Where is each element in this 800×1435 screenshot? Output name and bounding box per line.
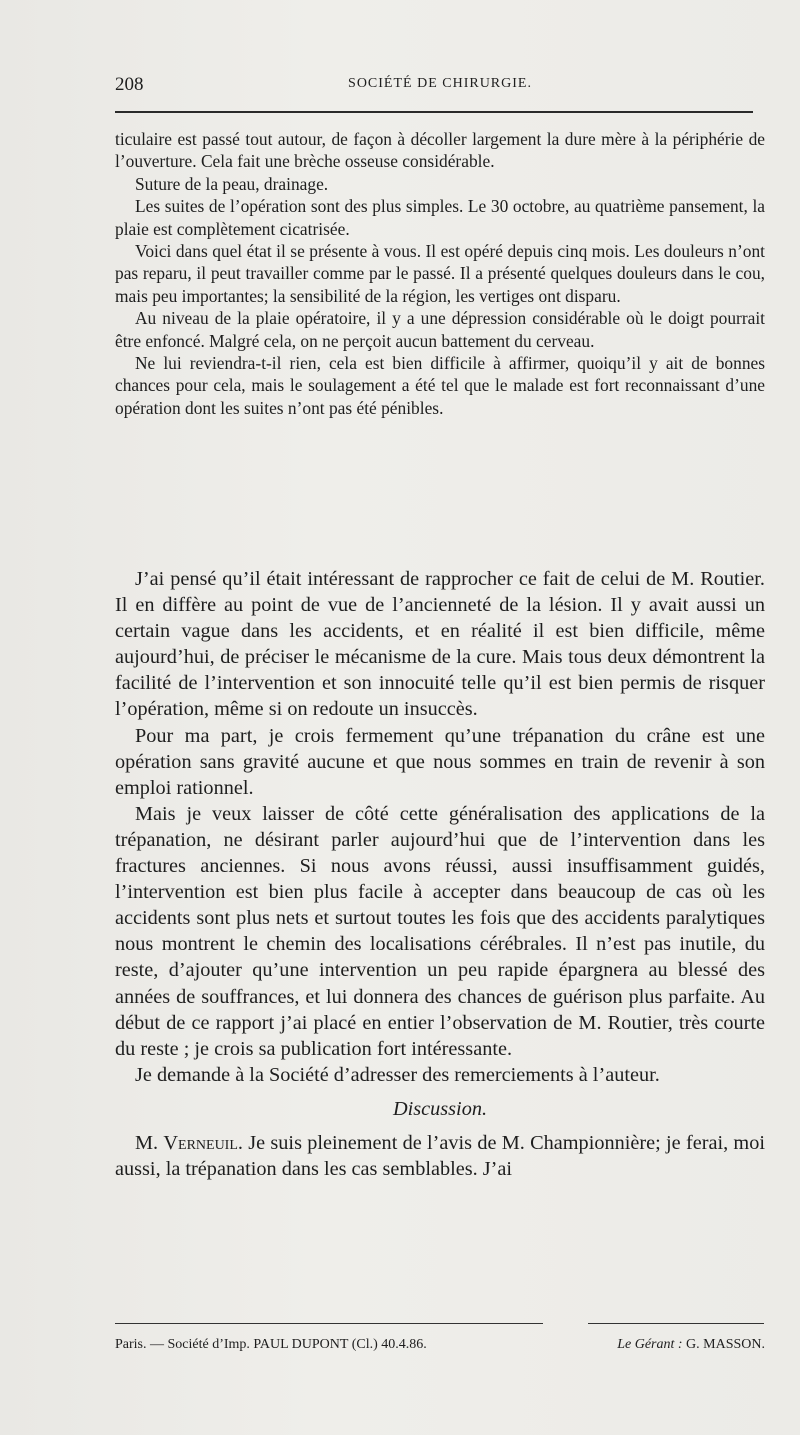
speaker-prefix: M. (135, 1131, 164, 1154)
paragraph: Au niveau de la plaie opératoire, il y a une dépression considérable où le doigt pourrait être enfoncé. Malgré cela, on ne perçoit aucun battement du cerveau. (115, 308, 765, 351)
page-header (115, 74, 765, 100)
footer-rule-right (588, 1323, 764, 1324)
paragraph: Les suites de l’opération sont des plus simples. Le 30 octobre, au quatrième pansement, la plaie est complètement cicatrisée. (115, 196, 765, 239)
footer-rule-left (115, 1323, 543, 1324)
page-footer (115, 1337, 765, 1357)
gerant-label: Le Gérant : (617, 1337, 683, 1352)
paragraph: Je demande à la Société d’adresser des remerciements à l’auteur. (135, 1063, 660, 1086)
paragraph: J’ai pensé qu’il était intéressant de rapprocher ce fait de celui de M. Routier. Il en diffère au point de vue de l’ancienneté de la lésion. Il y avait aussi un certain vague dans les accidents, et en réalité il est bien difficile, même aujourd’hui, de préciser le mécanisme de la cure. Mais tous deux démontrent la facilité de l’intervention et son innocuité telle qu’il est bien permis de risquer l’opération, même si on redoute un insuccès. (115, 568, 765, 721)
report-text (115, 566, 765, 1182)
printer-imprint: Paris. — Société d’Imp. PAUL DUPONT (Cl.) 40.4.86. (115, 1337, 427, 1352)
page-number: 208 (115, 74, 144, 95)
discussion-text: . Je suis pleinement de l’avis de M. Championnière; je ferai, moi aussi, la trépanation dans les cas semblables. J’ai (115, 1131, 765, 1181)
running-title: SOCIÉTÉ DE CHIRURGIE. (348, 76, 532, 91)
header-rule (115, 111, 753, 113)
gerant-credit (617, 1337, 765, 1353)
paragraph: Suture de la peau, drainage. (135, 173, 329, 194)
paragraph: Pour ma part, je crois fermement qu’une trépanation du crâne est une opération sans gravité aucune et que nous sommes en train de revenir à son emploi rationnel. (115, 724, 765, 799)
speaker-name: Verneuil (163, 1131, 238, 1154)
discussion-heading: Discussion. (392, 1097, 488, 1120)
paragraph: Mais je veux laisser de côté cette généralisation des applications de la trépanation, ne désirant parler aujourd’hui que de l’intervention dans les fractures anciennes. Si nous avons réussi, aussi insuffisamment guidés, l’intervention est bien plus facile à accepter dans beaucoup de cas où les accidents sont plus nets et surtout toutes les fois que des accidents paralytiques nous montrent le chemin des localisations cérébrales. Il n’est pas inutile, du reste, d’ajouter qu’une intervention un peu rapide épargnera au blessé des années de souffrances, et lui donnera des chances de guérison plus parfaite. Au début de ce rapport j’ai placé en entier l’observation de M. Routier, très courte du reste ; je crois sa publication fort intéressante. (115, 802, 765, 1060)
observation-text (115, 128, 765, 419)
gerant-name: G. MASSON. (682, 1337, 765, 1352)
paragraph: Ne lui reviendra-t-il rien, cela est bien difficile à affirmer, quoiqu’il y ait de bonnes chances pour cela, mais le soulagement a été tel que le malade est fort reconnaissant d’une opération dont les suites n’ont pas été pénibles. (115, 353, 765, 418)
paragraph: Voici dans quel état il se présente à vous. Il est opéré depuis cinq mois. Les douleurs n’ont pas reparu, il peut travailler comme par le passé. Il a présenté quelques douleurs dans le cou, mais peu importantes; la sensibilité de la région, les vertiges ont disparu. (115, 241, 765, 306)
paragraph: ticulaire est passé tout autour, de façon à décoller largement la dure mère à la périphérie de l’ouverture. Cela fait une brèche osseuse considérable. (115, 129, 765, 172)
discussion-paragraph (115, 1130, 765, 1182)
